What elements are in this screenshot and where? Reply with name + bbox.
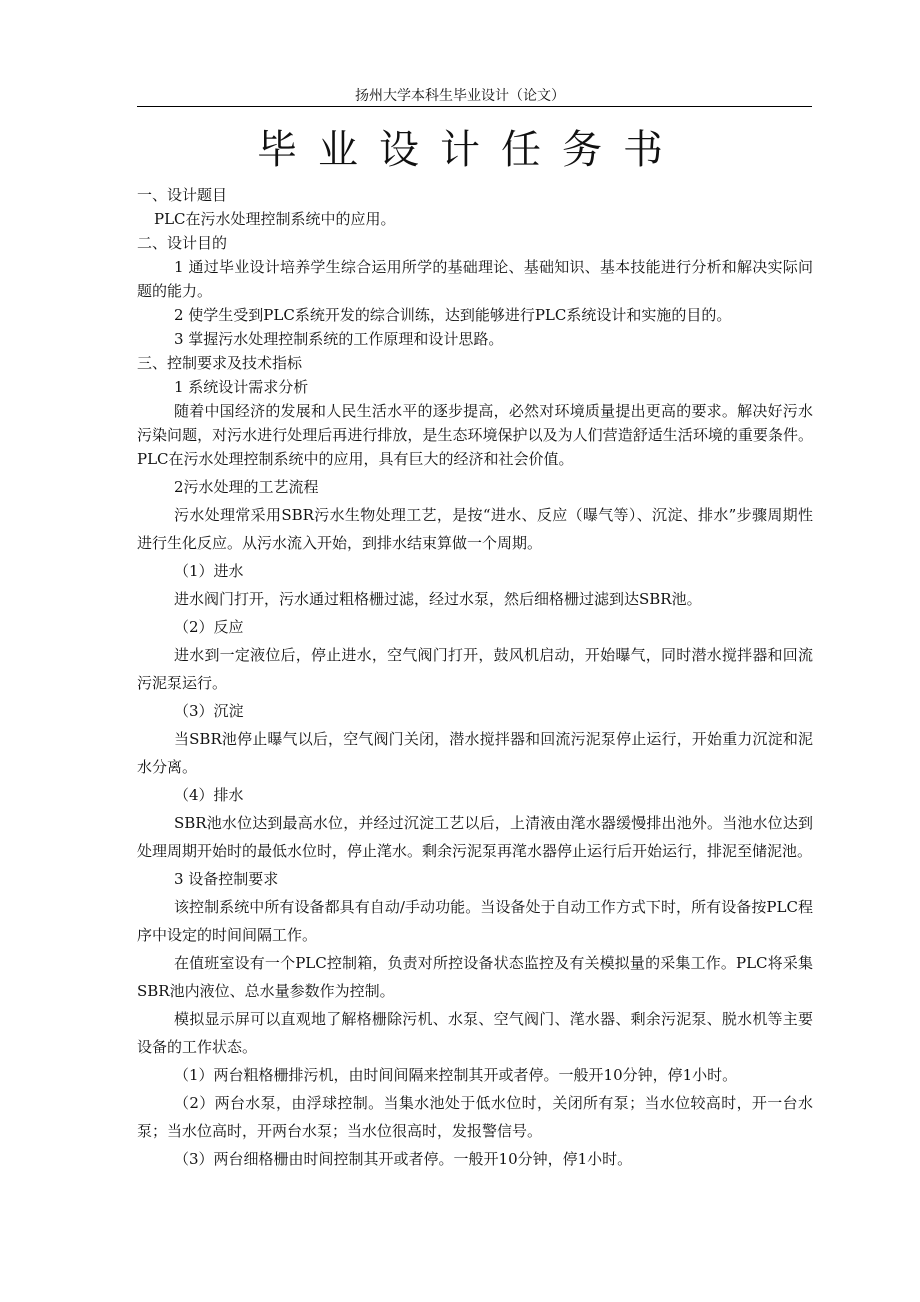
step-heading: （2）反应 <box>174 618 244 636</box>
running-header: 扬州大学本科生毕业设计（论文） <box>355 88 565 104</box>
step-heading: （3）沉淀 <box>174 702 244 720</box>
paragraph: 3 掌握污水处理控制系统的工作原理和设计思路。 <box>174 330 504 348</box>
subsection-heading: 1 系统设计需求分析 <box>174 378 309 396</box>
list-item: （3）两台细格栅由时间控制其开或者停。一般开10分钟，停1小时。 <box>174 1150 633 1168</box>
section-heading-2: 二、设计目的 <box>137 234 228 252</box>
paragraph: 模拟显示屏可以直观地了解格栅除污机、水泵、空气阀门、滗水器、剩余污泥泵、脱水机等主要设备的工作状态。 <box>137 1010 813 1056</box>
paragraph: 随着中国经济的发展和人民生活水平的逐步提高，必然对环境质量提出更高的要求。解决好污水污染问题，对污水进行处理后再进行排放，是生态环境保护以及为人们营造舒适生活环境的重要条件。PLC在污水处理控制系统中的应用，具有巨大的经济和社会价值。 <box>137 402 813 468</box>
paragraph: 污水处理常采用SBR污水生物处理工艺，是按“进水、反应（曝气等）、沉淀、排水”步骤周期性进行生化反应。从污水流入开始，到排水结束算做一个周期。 <box>137 506 813 552</box>
document-body <box>137 183 813 1173</box>
step-heading: （4）排水 <box>174 786 244 804</box>
paragraph: 该控制系统中所有设备都具有自动/手动功能。当设备处于自动工作方式下时，所有设备按PLC程序中设定的时间间隔工作。 <box>137 898 813 944</box>
section-heading-3: 三、控制要求及技术指标 <box>137 354 303 372</box>
list-item: （1）两台粗格栅排污机，由时间间隔来控制其开或者停。一般开10分钟，停1小时。 <box>174 1066 738 1084</box>
paragraph: 在值班室设有一个PLC控制箱，负责对所控设备状态监控及有关模拟量的采集工作。PLC将采集SBR池内液位、总水量参数作为控制。 <box>137 954 813 1000</box>
paragraph: 2 使学生受到PLC系统开发的综合训练，达到能够进行PLC系统设计和实施的目的。 <box>174 306 732 324</box>
paragraph: 进水到一定液位后，停止进水，空气阀门打开，鼓风机启动，开始曝气，同时潜水搅拌器和回流污泥泵运行。 <box>137 646 813 692</box>
design-topic: PLC在污水处理控制系统中的应用。 <box>154 210 396 228</box>
subsection-heading: 2污水处理的工艺流程 <box>174 478 319 496</box>
paragraph: 当SBR池停止曝气以后，空气阀门关闭，潜水搅拌器和回流污泥泵停止运行，开始重力沉淀和泥水分离。 <box>137 730 813 776</box>
section-heading-1: 一、设计题目 <box>137 186 228 204</box>
step-heading: （1）进水 <box>174 562 244 580</box>
subsection-heading: 3 设备控制要求 <box>174 870 279 888</box>
paragraph: SBR池水位达到最高水位，并经过沉淀工艺以后，上清液由滗水器缓慢排出池外。当池水位达到处理周期开始时的最低水位时，停止滗水。剩余污泥泵再滗水器停止运行后开始运行，排泥至储泥池。 <box>137 814 813 860</box>
page-title: 毕业设计任务书 <box>257 127 684 173</box>
paragraph: 1 通过毕业设计培养学生综合运用所学的基础理论、基础知识、基本技能进行分析和解决实际问题的能力。 <box>137 258 813 300</box>
header-divider <box>137 106 812 107</box>
list-item: （2）两台水泵，由浮球控制。当集水池处于低水位时，关闭所有泵；当水位较高时，开一台水泵；当水位高时，开两台水泵；当水位很高时，发报警信号。 <box>137 1094 813 1140</box>
paragraph: 进水阀门打开，污水通过粗格栅过滤，经过水泵，然后细格栅过滤到达SBR池。 <box>174 590 702 608</box>
